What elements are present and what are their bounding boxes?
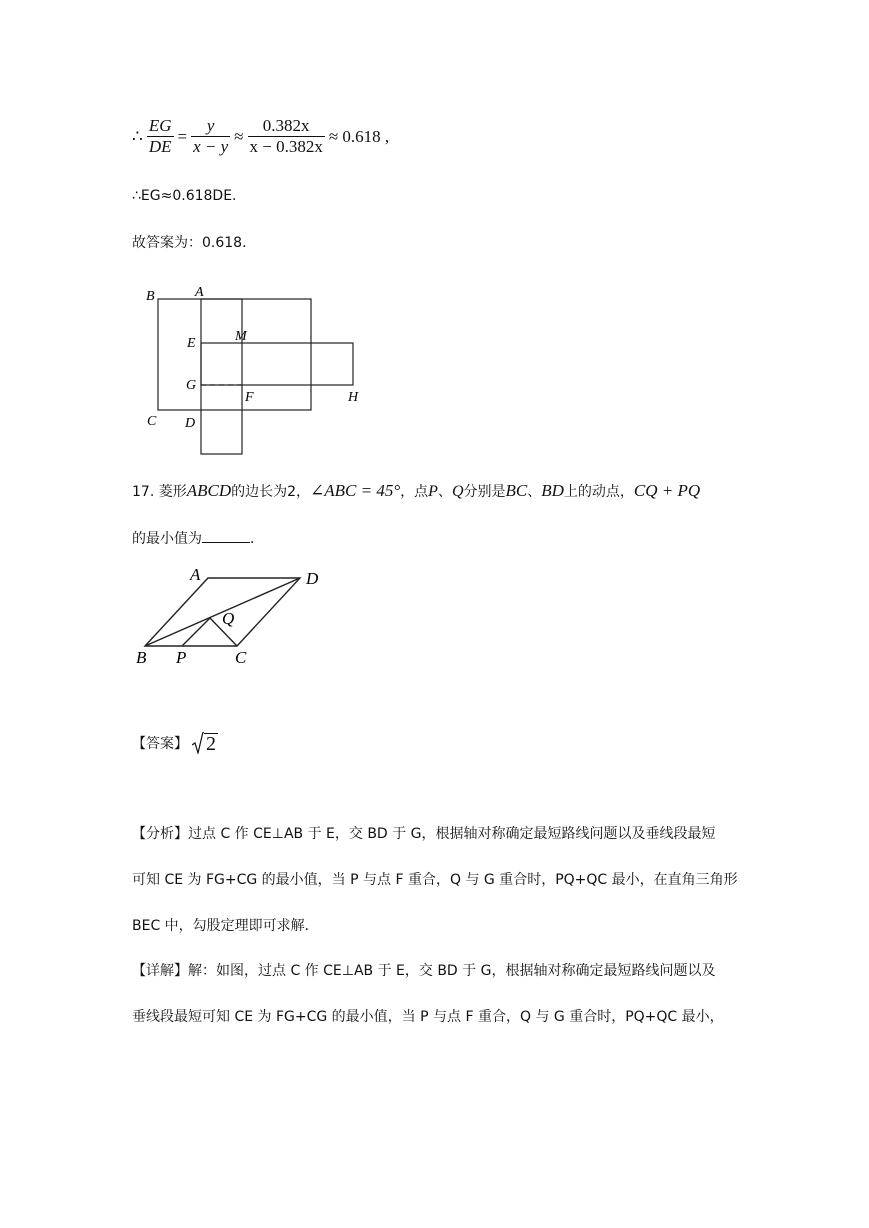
rectangle-bca	[158, 299, 311, 410]
math-bd: BD	[541, 481, 564, 500]
analysis-line-2: 可知 CE 为 FG+CG 的最小值，当 P 与点 F 重合，Q 与 G 重合时，PQ+QC 最小，在直角三角形	[132, 872, 738, 888]
fraction-denominator: DE	[148, 137, 172, 156]
label-g: G	[186, 378, 197, 393]
answer-blank	[202, 530, 250, 543]
math-bc: BC	[505, 481, 528, 500]
answer-line: 故答案为：0.618．	[132, 235, 257, 251]
fraction-denominator: x − 0.382x	[249, 137, 323, 156]
label-e: E	[187, 336, 196, 351]
label-a: A	[195, 285, 204, 300]
segment-pq	[182, 618, 210, 646]
question-text: 菱形	[158, 484, 187, 500]
rectangle-ad-strip	[201, 299, 242, 454]
math-angle: ∠ABC = 45°	[310, 481, 401, 500]
fraction-numerator: EG	[148, 116, 172, 135]
fraction-0382x	[248, 116, 325, 157]
question-17	[132, 481, 700, 501]
question-text: 的最小值为	[132, 531, 202, 547]
question-text: 、	[527, 484, 542, 500]
label-q: Q	[222, 609, 235, 628]
label-f: F	[245, 390, 254, 405]
analysis-line-3: BEC 中，勾股定理即可求解．	[132, 918, 319, 934]
math-q: Q	[451, 483, 464, 500]
fraction-numerator: y	[191, 116, 230, 137]
question-text: ．	[250, 531, 264, 547]
fraction-denominator: x − y	[193, 137, 229, 156]
question-text: 上的动点，	[563, 484, 634, 500]
label-d: D	[185, 416, 196, 431]
question-text: 分别是	[463, 484, 506, 500]
fraction-numerator: 0.382x	[248, 116, 325, 137]
label-h: H	[348, 390, 359, 405]
ratio-formula	[132, 116, 389, 157]
radical-sign	[192, 732, 204, 754]
conclusion-line: ∴EG≈0.618DE.	[132, 188, 237, 204]
label-c: C	[147, 414, 157, 429]
label-p: P	[176, 648, 187, 667]
label-b: B	[146, 289, 155, 304]
detail-line-1: 【详解】解：如图，过点 C 作 CE⊥AB 于 E，交 BD 于 G，根据轴对称确定最短路线问题以及	[132, 963, 716, 979]
rectangles-figure	[130, 280, 380, 462]
therefore-symbol: ∴	[132, 126, 143, 146]
equals-sign: =	[177, 126, 188, 146]
question-text: ，点	[400, 484, 429, 500]
fraction-eg-de	[147, 116, 174, 157]
answer-value: 2	[206, 733, 216, 755]
rhombus-figure	[130, 562, 340, 670]
rectangle-emh	[201, 343, 353, 385]
answer-block	[132, 732, 218, 754]
label-c: C	[235, 648, 247, 667]
question-17-line2	[132, 528, 264, 548]
label-d: D	[306, 569, 319, 588]
approx-result: ≈ 0.618 ,	[328, 126, 390, 146]
approx-sign: ≈	[234, 126, 244, 146]
label-b: B	[136, 648, 147, 667]
label-a: A	[190, 565, 201, 584]
answer-sqrt	[192, 732, 218, 754]
math-p: P	[428, 483, 438, 500]
label-m: M	[235, 329, 247, 344]
fraction-y-over-x-minus-y	[191, 116, 230, 157]
detail-line-2: 垂线段最短可知 CE 为 FG+CG 的最小值，当 P 与点 F 重合，Q 与 G 重合时，PQ+QC 最小，	[132, 1009, 724, 1025]
math-abcd: ABCD	[186, 481, 232, 500]
question-text: 、	[437, 484, 452, 500]
math-cq-pq: CQ + PQ	[633, 481, 701, 500]
answer-label: 【答案】	[132, 736, 188, 752]
analysis-line-1: 【分析】过点 C 作 CE⊥AB 于 E，交 BD 于 G，根据轴对称确定最短路线问题以及垂线段最短	[132, 826, 716, 842]
question-text: 的边长为2，	[231, 484, 311, 500]
question-number: 17.	[132, 484, 155, 500]
